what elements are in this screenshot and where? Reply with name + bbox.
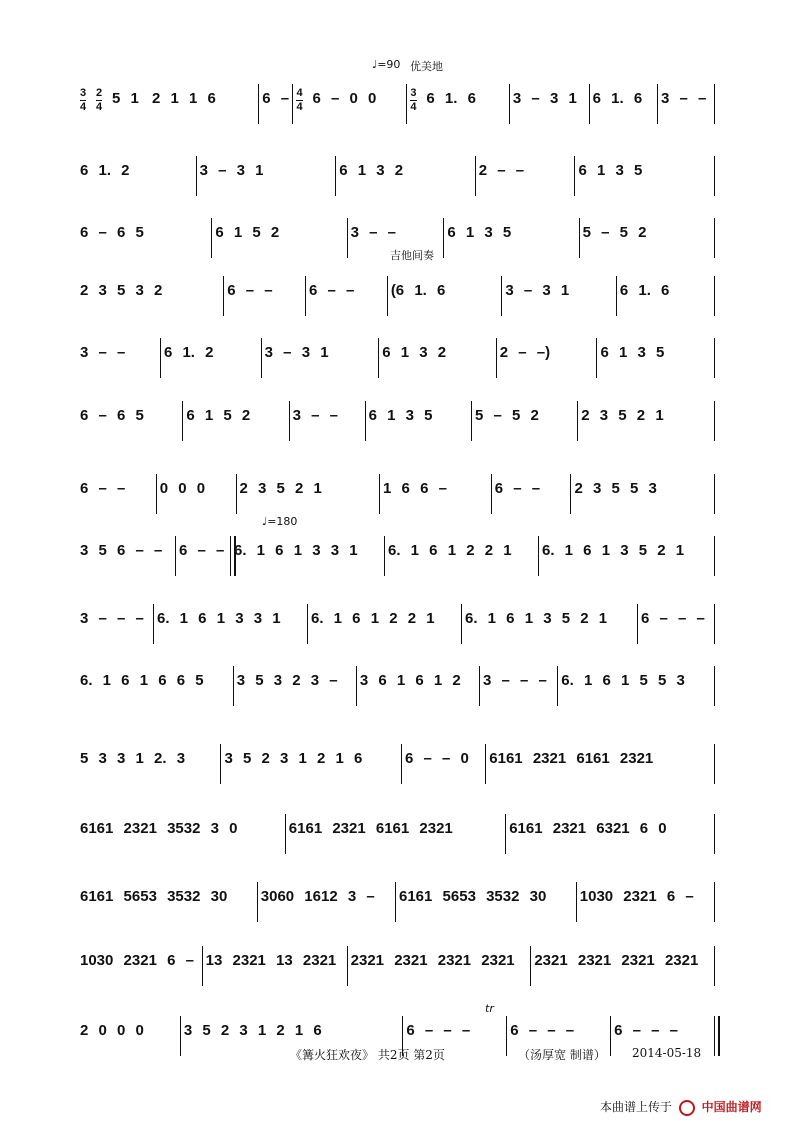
barline	[714, 536, 715, 576]
notation-group: 3 – 3 1	[264, 344, 329, 361]
footer-title: 《篝火狂欢夜》 共2页 第2页	[290, 1048, 445, 1062]
notation-group: 2 0 0 0	[80, 1022, 144, 1039]
barline	[530, 946, 531, 986]
upload-notice-site: 中国曲谱网	[701, 1100, 762, 1114]
upload-notice-prefix: 本曲谱上传于	[600, 1100, 673, 1114]
notation-group: 6 – 0 0	[312, 90, 377, 107]
barline	[657, 84, 658, 124]
barline	[471, 401, 472, 441]
barline	[292, 84, 293, 124]
notation-group: 5 3 3 1 2. 3	[80, 750, 186, 767]
barline	[610, 1016, 611, 1056]
barline	[576, 882, 577, 922]
notation-group: 5 1	[112, 90, 139, 107]
barline	[307, 604, 308, 644]
notation-group: 3 – –	[80, 344, 126, 361]
time-signature: 3 4	[410, 87, 417, 113]
barline	[491, 474, 492, 514]
barline	[285, 814, 286, 854]
barline	[714, 882, 715, 922]
notation-group: 6161 2321 6321 6 0	[509, 820, 667, 837]
barline	[485, 744, 486, 784]
barline	[384, 536, 385, 576]
barline	[714, 156, 715, 196]
barline	[479, 666, 480, 706]
notation-group: 6 1 3 5	[578, 162, 643, 179]
barline	[509, 84, 510, 124]
barline	[443, 218, 444, 258]
barline	[182, 401, 183, 441]
barline	[714, 744, 715, 784]
notation-group: 0 0 0	[159, 480, 206, 497]
notation-group: 6 – –	[80, 480, 126, 497]
barline	[236, 474, 237, 514]
barline	[505, 814, 506, 854]
notation-group: 6 1 5 2	[215, 224, 280, 241]
barline	[579, 218, 580, 258]
barline	[153, 604, 154, 644]
notation-group: 6 1 3 2	[339, 162, 404, 179]
notation-group: 6 1. 6	[592, 90, 643, 107]
notation-group: 6 – –	[227, 282, 273, 299]
time-signature: 4 4	[296, 87, 303, 113]
score-system	[70, 876, 720, 926]
score-system	[70, 270, 720, 320]
notation-group: 6 1 3 2	[382, 344, 447, 361]
section-label-guitar-interlude: 吉他间奏	[390, 249, 434, 262]
barline	[211, 218, 212, 258]
notation-group: 6 1 3 5	[368, 407, 433, 424]
barline	[589, 84, 590, 124]
notation-group: 6. 1 6 1 3 5 2 1	[542, 542, 685, 559]
notation-group: 3 – 3 1	[505, 282, 570, 299]
barline	[714, 401, 715, 441]
notation-group: 2 3 5 2 1	[239, 480, 322, 497]
upload-notice	[600, 1098, 762, 1116]
notation-group: (6 1. 6	[390, 282, 446, 299]
notation-group: 2 3 5 2 1	[581, 407, 664, 424]
notation-group: 1 6 6 –	[383, 480, 447, 497]
notation-group: 6. 1 6 1 3 5 2 1	[465, 610, 608, 627]
barline	[401, 744, 402, 784]
score-system	[70, 212, 720, 262]
notation-group: 3 – 3 1	[512, 90, 577, 107]
barline	[261, 338, 262, 378]
notation-group: 3 – –	[661, 90, 707, 107]
score-system	[70, 468, 720, 518]
barline	[378, 338, 379, 378]
barline	[406, 84, 407, 124]
notation-group: 5 – 5 2	[582, 224, 647, 241]
time-signature: 2 4	[96, 87, 103, 113]
notation-group: 6 – 6 5	[80, 407, 144, 424]
barline	[714, 814, 715, 854]
notation-group: 6 1 5 2	[186, 407, 251, 424]
notation-group: 6 1. 6	[619, 282, 670, 299]
barline	[233, 666, 234, 706]
barline	[616, 276, 617, 316]
notation-group: 6 – – –	[406, 1022, 471, 1039]
notation-group: 6 – –	[494, 480, 541, 497]
notation-group: 6 – –	[309, 282, 355, 299]
score-system	[70, 660, 720, 710]
barline	[714, 604, 715, 644]
notation-group: 6. 1 6 1 6 6 5	[80, 672, 204, 689]
tempo-marking-180: ♩=180	[262, 515, 298, 528]
score-system	[70, 395, 720, 445]
barline	[258, 84, 259, 124]
notation-group: 2 3 5 5 3	[574, 480, 657, 497]
notation-group: 3 – 3 1	[199, 162, 264, 179]
barline	[356, 666, 357, 706]
notation-group: 3 5 3 2 3 –	[236, 672, 338, 689]
barline	[395, 882, 396, 922]
notation-group: 3060 1612 3 –	[260, 888, 375, 905]
notation-group: 6 1. 2	[80, 162, 130, 179]
footer-credit: （汤厚宽 制谱）	[518, 1048, 606, 1062]
barline	[501, 276, 502, 316]
notation-group: 3 5 6 – –	[80, 542, 163, 559]
notation-group: 6161 5653 3532 30	[399, 888, 547, 905]
notation-group: 6 – – –	[641, 610, 705, 627]
barline	[714, 474, 715, 514]
score-system	[70, 598, 720, 648]
barline	[335, 156, 336, 196]
barline	[175, 536, 176, 576]
notation-group: 6 – –	[179, 542, 225, 559]
barline	[714, 946, 715, 986]
barline	[538, 536, 539, 576]
notation-group: 2321 2321 2321 2321	[350, 952, 515, 969]
expression-marking: 优美地	[410, 60, 443, 73]
notation-group: 5 – 5 2	[474, 407, 539, 424]
notation-group: 6. 1 6 1 3 3 1	[234, 542, 358, 559]
score-system	[70, 738, 720, 788]
notation-group: 6 – 6 5	[80, 224, 144, 241]
score-system	[70, 150, 720, 200]
barline	[714, 218, 715, 258]
notation-group: 2 1 1 6	[152, 90, 216, 107]
barline	[714, 338, 715, 378]
trill-marking: tr	[485, 1002, 494, 1015]
barline	[202, 946, 203, 986]
barline	[379, 474, 380, 514]
notation-group: 6. 1 6 1 5 5 3	[561, 672, 685, 689]
score-system	[70, 808, 720, 858]
barline	[196, 156, 197, 196]
notation-group: 3 6 1 6 1 2	[359, 672, 461, 689]
notation-group: 6161 2321 6161 2321	[288, 820, 453, 837]
notation-group: 6161 2321 6161 2321	[489, 750, 654, 767]
double-barline	[714, 1016, 720, 1056]
score-system	[70, 940, 720, 990]
notation-group: 6. 1 6 1 2 2 1	[311, 610, 435, 627]
barline	[557, 666, 558, 706]
notation-group: 6. 1 6 1 2 2 1	[388, 542, 512, 559]
barline	[475, 156, 476, 196]
barline	[506, 1016, 507, 1056]
footer-date: 2014-05-18	[632, 1046, 702, 1060]
notation-group: 6 1. 6	[426, 90, 476, 107]
barline	[574, 156, 575, 196]
barline	[496, 338, 497, 378]
score-system	[70, 530, 720, 580]
barline	[570, 474, 571, 514]
notation-group: 1030 2321 6 –	[80, 952, 194, 969]
notation-group: 2 – –)	[499, 344, 551, 361]
barline	[156, 474, 157, 514]
barline	[596, 338, 597, 378]
notation-group: 3 5 2 3 1 2 1 6	[224, 750, 363, 767]
barline	[387, 276, 388, 316]
notation-group: 6 –	[262, 90, 290, 107]
notation-group: 6 1. 2	[163, 344, 214, 361]
notation-group: 6 – – 0	[405, 750, 469, 767]
notation-group: 3 – – –	[80, 610, 144, 627]
barline	[714, 84, 715, 124]
notation-group: 6161 5653 3532 30	[80, 888, 228, 905]
notation-group: 13 2321 13 2321	[205, 952, 337, 969]
notation-group: 3 – –	[350, 224, 397, 241]
barline	[577, 401, 578, 441]
notation-group: 3 – – –	[482, 672, 547, 689]
barline	[461, 604, 462, 644]
notation-group: 6161 2321 3532 3 0	[80, 820, 238, 837]
barline	[347, 218, 348, 258]
tempo-marking-90: ♩=90	[372, 58, 401, 71]
score-system	[70, 78, 720, 128]
barline	[257, 882, 258, 922]
notation-group: 6 – – –	[614, 1022, 678, 1039]
notation-group: 6 – – –	[510, 1022, 575, 1039]
barline	[289, 401, 290, 441]
barline	[180, 1016, 181, 1056]
score-system	[70, 332, 720, 382]
notation-group: 1030 2321 6 –	[579, 888, 694, 905]
barline	[637, 604, 638, 644]
time-signature: 3 4	[80, 87, 87, 113]
notation-group: 3 5 2 3 1 2 1 6	[183, 1022, 322, 1039]
barline	[223, 276, 224, 316]
barline	[365, 401, 366, 441]
barline	[305, 276, 306, 316]
barline	[714, 666, 715, 706]
barline	[220, 744, 221, 784]
notation-group: 2 3 5 3 2	[80, 282, 163, 299]
notation-group: 3 – –	[292, 407, 339, 424]
barline	[347, 946, 348, 986]
notation-group: 6 1 3 5	[447, 224, 512, 241]
notation-group: 6. 1 6 1 3 3 1	[157, 610, 281, 627]
notation-group: 2 – –	[478, 162, 525, 179]
site-logo-icon	[679, 1100, 695, 1116]
notation-group: 6 1 3 5	[600, 344, 665, 361]
notation-group: 2321 2321 2321 2321	[534, 952, 699, 969]
barline	[160, 338, 161, 378]
barline	[714, 276, 715, 316]
